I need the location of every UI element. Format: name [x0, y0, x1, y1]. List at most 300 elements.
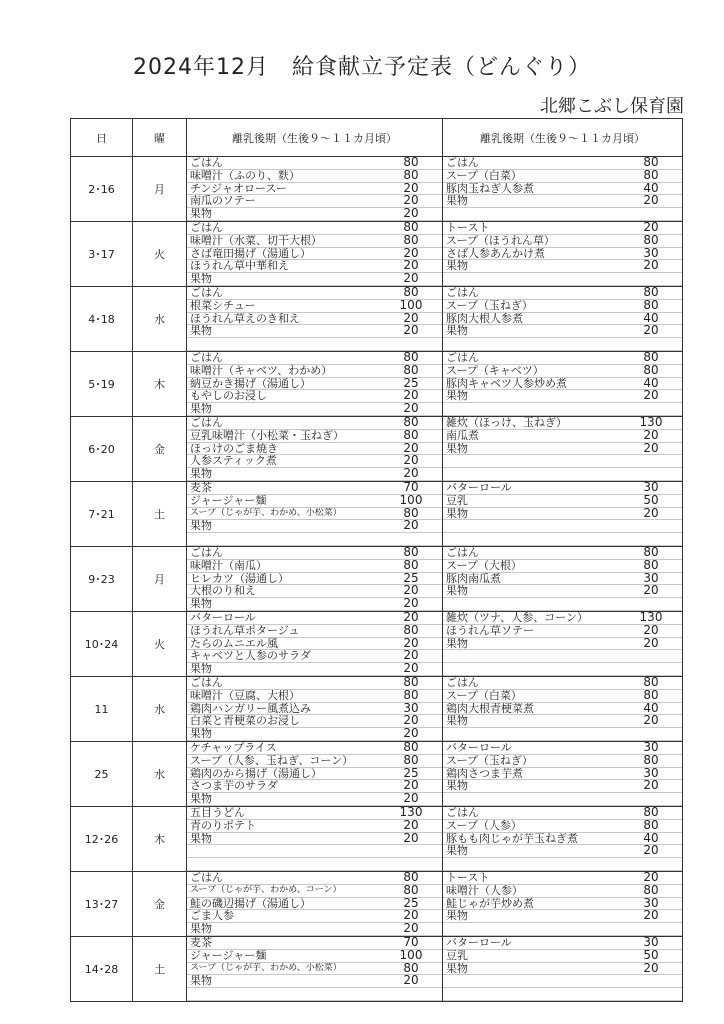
- menu-item: [443, 807, 682, 820]
- dish-quantity: 20: [403, 975, 419, 988]
- menu-item: [187, 430, 442, 443]
- dish-name: 果物: [190, 598, 212, 610]
- dish-name: ごはん: [190, 677, 223, 689]
- dish-quantity: 20: [643, 845, 659, 858]
- menu-item: [187, 443, 442, 456]
- menu-item: [443, 157, 682, 170]
- weekday-cell: 火: [133, 222, 187, 287]
- date-cell: 3･17: [71, 222, 133, 287]
- dish-quantity: [634, 975, 682, 987]
- menu-item: [443, 260, 682, 273]
- table-row: [71, 287, 683, 352]
- menu-item: [187, 715, 442, 728]
- dish-quantity: 130: [399, 807, 423, 819]
- dish-quantity: 80: [403, 677, 419, 689]
- dish-name: 納豆かき揚げ（湯通し）: [190, 377, 311, 390]
- menu-item: [187, 170, 442, 183]
- dish-quantity: 20: [643, 910, 659, 923]
- dish-quantity: 20: [643, 872, 659, 884]
- dish-quantity: 20: [403, 819, 419, 832]
- dish-name: ごはん: [190, 352, 223, 364]
- dish-quantity: 25: [403, 377, 419, 390]
- weekday-cell: 金: [133, 872, 187, 937]
- meal1-cell: [187, 287, 443, 352]
- menu-item: [187, 260, 442, 273]
- meal1-cell: [187, 937, 443, 1002]
- dish-quantity: 80: [403, 754, 419, 767]
- menu-item: [187, 598, 442, 611]
- dish-name: 果物: [446, 780, 468, 793]
- date-cell: 10･24: [71, 612, 133, 677]
- meal2-cell: [443, 742, 683, 807]
- meal2-cell: [443, 287, 683, 352]
- table-row: [71, 157, 683, 222]
- meal2-cell: [443, 547, 683, 612]
- dish-quantity: 130: [639, 417, 663, 429]
- dish-quantity: 80: [643, 299, 659, 312]
- dish-name: スープ（大根）: [446, 559, 522, 572]
- menu-item: [187, 417, 442, 430]
- dish-quantity: 40: [643, 832, 659, 845]
- dish-name: [443, 208, 634, 220]
- dish-name: さつま芋のサラダ: [190, 780, 278, 793]
- meal2-header: 離乳後期（生後９～１１カ月頃）: [443, 119, 683, 157]
- dish-quantity: 30: [643, 742, 659, 754]
- dish-name: 果物: [446, 507, 468, 520]
- dish-name: 果物: [190, 468, 212, 480]
- dish-quantity: 80: [403, 169, 419, 182]
- dish-name: 果物: [190, 273, 212, 285]
- dish-quantity: 20: [403, 325, 419, 338]
- dish-quantity: 80: [403, 624, 419, 637]
- meal1-cell: [187, 222, 443, 287]
- dish-quantity: 20: [403, 923, 419, 936]
- dish-quantity: 20: [403, 598, 419, 611]
- menu-item: [443, 547, 682, 560]
- dish-quantity: 20: [643, 715, 659, 728]
- menu-item: [187, 495, 442, 508]
- meal1-cell: [187, 677, 443, 742]
- menu-item: [443, 845, 682, 858]
- dish-name: 豆乳: [446, 949, 468, 962]
- menu-item: [187, 768, 442, 781]
- menu-item: [443, 872, 682, 885]
- dish-name: 人参スティック煮: [190, 455, 277, 468]
- dish-quantity: [394, 988, 442, 1000]
- dish-name: 麦茶: [190, 937, 212, 949]
- dish-name: たらのムニエル風: [190, 637, 278, 650]
- dish-name: ごはん: [446, 157, 479, 169]
- dish-name: 果物: [190, 325, 212, 338]
- dish-name: [443, 533, 634, 545]
- menu-item: [443, 780, 682, 793]
- dish-name: 豚肉玉ねぎ人参煮: [446, 182, 534, 195]
- menu-item: [443, 650, 682, 663]
- dish-quantity: 100: [399, 299, 423, 312]
- menu-item: [443, 677, 682, 690]
- dish-quantity: 80: [403, 507, 419, 520]
- meal2-cell: [443, 482, 683, 547]
- meal2-cell: [443, 612, 683, 677]
- dish-name: もやしのお浸し: [190, 390, 267, 403]
- menu-item: [187, 910, 442, 923]
- date-cell: 13･27: [71, 872, 133, 937]
- dish-name: ほうれん草ソテー: [446, 624, 534, 637]
- dish-quantity: 80: [643, 884, 659, 897]
- menu-item: [187, 638, 442, 651]
- dish-name: スープ（玉ねぎ）: [446, 754, 533, 767]
- weekday-cell: 木: [133, 807, 187, 872]
- menu-item: [443, 208, 682, 221]
- menu-item: [443, 533, 682, 546]
- menu-item: [187, 963, 442, 976]
- dish-quantity: 20: [643, 442, 659, 455]
- dish-name: キャベツと人参のサラダ: [190, 650, 311, 663]
- dish-quantity: 30: [643, 767, 659, 780]
- dish-name: 麦茶: [190, 482, 212, 494]
- date-cell: 5･19: [71, 352, 133, 417]
- menu-item: [187, 780, 442, 793]
- menu-item: [187, 663, 442, 676]
- dish-name: ごはん: [446, 547, 479, 559]
- dish-quantity: 20: [643, 507, 659, 520]
- dish-quantity: 80: [403, 689, 419, 702]
- dish-quantity: 100: [399, 494, 423, 507]
- dish-name: [443, 520, 634, 532]
- dish-name: [443, 598, 634, 610]
- dish-quantity: 80: [403, 559, 419, 572]
- dish-name: 大根のり和え: [190, 585, 256, 598]
- dish-quantity: [394, 858, 442, 870]
- menu-item: [187, 950, 442, 963]
- menu-item: [443, 468, 682, 481]
- menu-item: [443, 937, 682, 950]
- dish-name: ごはん: [190, 872, 223, 884]
- dish-quantity: 20: [403, 403, 419, 416]
- school-name: 北郷こぶし保育園: [540, 96, 684, 117]
- date-cell: 2･16: [71, 157, 133, 222]
- menu-item: [187, 845, 442, 858]
- weekday-cell: 月: [133, 547, 187, 612]
- weekday-cell: 月: [133, 157, 187, 222]
- dish-quantity: 20: [403, 520, 419, 533]
- dish-name: スープ（人参）: [446, 819, 522, 832]
- menu-item: [443, 885, 682, 898]
- menu-table: [70, 118, 683, 1002]
- dish-quantity: 50: [643, 494, 659, 507]
- menu-item: [443, 715, 682, 728]
- menu-item: [187, 273, 442, 286]
- menu-item: [187, 520, 442, 533]
- menu-item: [187, 378, 442, 391]
- menu-item: [187, 195, 442, 208]
- meal1-cell: [187, 612, 443, 677]
- dish-name: [443, 663, 634, 675]
- dish-quantity: 40: [643, 377, 659, 390]
- menu-item: [443, 820, 682, 833]
- dish-quantity: [634, 468, 682, 480]
- dish-quantity: [634, 923, 682, 935]
- dish-name: 味噌汁（豆腐、大根）: [190, 689, 300, 702]
- dish-quantity: 30: [643, 247, 659, 260]
- dish-quantity: [634, 858, 682, 870]
- dish-quantity: [634, 988, 682, 1000]
- menu-item: [187, 807, 442, 820]
- menu-item: [187, 157, 442, 170]
- menu-item: [443, 585, 682, 598]
- dish-name: ごはん: [446, 677, 479, 689]
- dish-quantity: 80: [643, 234, 659, 247]
- menu-item: [443, 403, 682, 416]
- weekday-header: 曜: [133, 119, 187, 157]
- dish-quantity: 80: [403, 547, 419, 559]
- date-cell: 12･26: [71, 807, 133, 872]
- menu-item: [443, 768, 682, 781]
- menu-item: [187, 300, 442, 313]
- weekday-cell: 水: [133, 287, 187, 352]
- dish-quantity: 20: [643, 780, 659, 793]
- menu-item: [187, 820, 442, 833]
- table-row: [71, 742, 683, 807]
- dish-quantity: 20: [643, 260, 659, 273]
- menu-item: [187, 742, 442, 755]
- dish-name: 鶏肉大根青梗菜煮: [446, 702, 534, 715]
- table-row: [71, 937, 683, 1002]
- weekday-cell: 水: [133, 677, 187, 742]
- dish-name: 果物: [446, 390, 468, 403]
- dish-quantity: 80: [403, 287, 419, 299]
- dish-quantity: 30: [403, 702, 419, 715]
- dish-quantity: 20: [643, 962, 659, 975]
- dish-quantity: 20: [403, 195, 419, 208]
- dish-name: ごはん: [190, 287, 223, 299]
- menu-item: [187, 612, 442, 625]
- dish-name: ジャージャー麺: [190, 494, 267, 507]
- dish-name: 果物: [446, 325, 468, 338]
- dish-quantity: 80: [643, 157, 659, 169]
- meal2-cell: [443, 807, 683, 872]
- dish-name: 果物: [190, 520, 212, 533]
- dish-quantity: [634, 208, 682, 220]
- menu-item: [187, 728, 442, 741]
- dish-quantity: 20: [403, 780, 419, 793]
- dish-quantity: 20: [403, 208, 419, 221]
- date-cell: 4･18: [71, 287, 133, 352]
- meal2-cell: [443, 417, 683, 482]
- dish-quantity: 25: [403, 767, 419, 780]
- dish-quantity: 20: [643, 390, 659, 403]
- dish-quantity: 70: [403, 937, 419, 949]
- menu-item: [187, 287, 442, 300]
- dish-name: 鶏肉さつま芋煮: [446, 767, 523, 780]
- dish-quantity: 20: [403, 663, 419, 676]
- menu-item: [443, 287, 682, 300]
- dish-name: 果物: [190, 728, 212, 740]
- dish-name: スープ（じゃが芋、わかめ、小松菜）: [190, 507, 342, 518]
- dish-quantity: 20: [403, 247, 419, 260]
- menu-item: [443, 612, 682, 625]
- dish-name: 果物: [446, 585, 468, 598]
- table-row: [71, 872, 683, 937]
- dish-quantity: [394, 338, 442, 350]
- meal1-cell: [187, 807, 443, 872]
- dish-quantity: 80: [643, 352, 659, 364]
- menu-item: [443, 365, 682, 378]
- dish-quantity: 20: [403, 273, 419, 286]
- menu-item: [443, 950, 682, 963]
- menu-item: [443, 417, 682, 430]
- table-row: [71, 222, 683, 287]
- dish-quantity: 80: [403, 962, 419, 975]
- dish-quantity: 100: [399, 949, 423, 962]
- dish-quantity: 130: [639, 612, 663, 624]
- dish-quantity: 25: [403, 572, 419, 585]
- dish-name: ほうれん草中華和え: [190, 260, 289, 273]
- dish-name: トースト: [446, 872, 490, 884]
- menu-item: [443, 390, 682, 403]
- menu-item: [187, 248, 442, 261]
- dish-quantity: 40: [643, 702, 659, 715]
- menu-item: [187, 208, 442, 221]
- date-cell: 11: [71, 677, 133, 742]
- dish-quantity: 80: [403, 429, 419, 442]
- dish-name: 雑炊（ツナ、人参、コーン）: [446, 612, 589, 624]
- menu-item: [187, 390, 442, 403]
- menu-item: [443, 170, 682, 183]
- dish-quantity: 80: [403, 222, 419, 234]
- dish-quantity: 20: [403, 390, 419, 403]
- dish-quantity: [634, 533, 682, 545]
- dish-name: バターロール: [446, 937, 512, 949]
- dish-quantity: 30: [643, 937, 659, 949]
- dish-name: 南瓜煮: [446, 429, 479, 442]
- dish-name: [443, 403, 634, 415]
- menu-item: [443, 248, 682, 261]
- dish-quantity: 80: [643, 754, 659, 767]
- dish-name: [187, 845, 394, 857]
- dish-name: [187, 988, 394, 1000]
- menu-item: [443, 690, 682, 703]
- dish-name: 豚肉南瓜煮: [446, 572, 501, 585]
- dish-quantity: 80: [643, 807, 659, 819]
- menu-item: [187, 183, 442, 196]
- menu-item: [443, 858, 682, 871]
- dish-quantity: 20: [403, 182, 419, 195]
- meal1-header: 離乳後期（生後９～１１カ月頃）: [187, 119, 443, 157]
- dish-name: さば竜田揚げ（湯通し）: [190, 247, 311, 260]
- dish-quantity: 20: [403, 312, 419, 325]
- date-cell: 25: [71, 742, 133, 807]
- dish-quantity: [634, 650, 682, 662]
- menu-item: [443, 520, 682, 533]
- meal1-cell: [187, 157, 443, 222]
- dish-name: 豆乳: [446, 494, 468, 507]
- dish-name: 豚肉キャベツ人参炒め煮: [446, 377, 567, 390]
- dish-name: [187, 338, 394, 350]
- dish-name: バターロール: [190, 612, 256, 624]
- dish-quantity: 20: [403, 793, 419, 806]
- dish-name: 果物: [190, 923, 212, 935]
- menu-item: [187, 365, 442, 378]
- dish-name: ごはん: [190, 222, 223, 234]
- menu-item: [187, 703, 442, 716]
- dish-name: 青のりポテト: [190, 819, 256, 832]
- dish-quantity: 40: [643, 312, 659, 325]
- dish-name: [443, 858, 634, 870]
- dish-name: 果物: [446, 442, 468, 455]
- dish-name: 果物: [446, 715, 468, 728]
- dish-quantity: 80: [403, 234, 419, 247]
- menu-item: [443, 988, 682, 1001]
- meal1-cell: [187, 482, 443, 547]
- date-cell: 6･20: [71, 417, 133, 482]
- date-cell: 14･28: [71, 937, 133, 1002]
- menu-item: [187, 468, 442, 481]
- table-row: [71, 352, 683, 417]
- dish-quantity: 80: [643, 819, 659, 832]
- menu-item: [443, 898, 682, 911]
- date-cell: 9･23: [71, 547, 133, 612]
- menu-item: [187, 455, 442, 468]
- dish-name: 五目うどん: [190, 807, 245, 819]
- date-cell: 7･21: [71, 482, 133, 547]
- menu-item: [187, 872, 442, 885]
- menu-item: [187, 677, 442, 690]
- menu-item: [443, 300, 682, 313]
- dish-quantity: 20: [643, 195, 659, 208]
- dish-quantity: [634, 598, 682, 610]
- menu-item: [443, 923, 682, 936]
- dish-name: スープ（キャベツ）: [446, 364, 544, 377]
- dish-quantity: 20: [643, 637, 659, 650]
- dish-quantity: [634, 663, 682, 675]
- menu-item: [443, 755, 682, 768]
- meal1-cell: [187, 872, 443, 937]
- dish-quantity: [634, 520, 682, 532]
- menu-item: [187, 352, 442, 365]
- dish-quantity: 80: [643, 169, 659, 182]
- dish-name: ごはん: [190, 157, 223, 169]
- menu-item: [187, 222, 442, 235]
- dish-name: ほうれん草ポタージュ: [190, 624, 300, 637]
- menu-item: [443, 663, 682, 676]
- menu-item: [187, 625, 442, 638]
- meal2-cell: [443, 157, 683, 222]
- menu-item: [443, 183, 682, 196]
- dish-name: 果物: [446, 195, 468, 208]
- menu-item: [187, 988, 442, 1001]
- dish-name: 豚肉大根人参煮: [446, 312, 523, 325]
- dish-name: 果物: [190, 793, 212, 805]
- menu-item: [443, 273, 682, 286]
- menu-item: [187, 833, 442, 846]
- dish-name: 味噌汁（南瓜）: [190, 559, 267, 572]
- dish-name: ごはん: [446, 807, 479, 819]
- menu-item: [443, 378, 682, 391]
- header-row: [71, 119, 683, 157]
- dish-quantity: 20: [403, 612, 419, 624]
- menu-item: [187, 338, 442, 351]
- dish-name: [443, 728, 634, 740]
- dish-name: [443, 455, 634, 467]
- menu-item: [443, 482, 682, 495]
- dish-quantity: 25: [403, 897, 419, 910]
- dish-name: 果物: [190, 832, 212, 845]
- menu-item: [187, 937, 442, 950]
- dish-quantity: 20: [403, 910, 419, 923]
- menu-item: [443, 338, 682, 351]
- table-row: [71, 482, 683, 547]
